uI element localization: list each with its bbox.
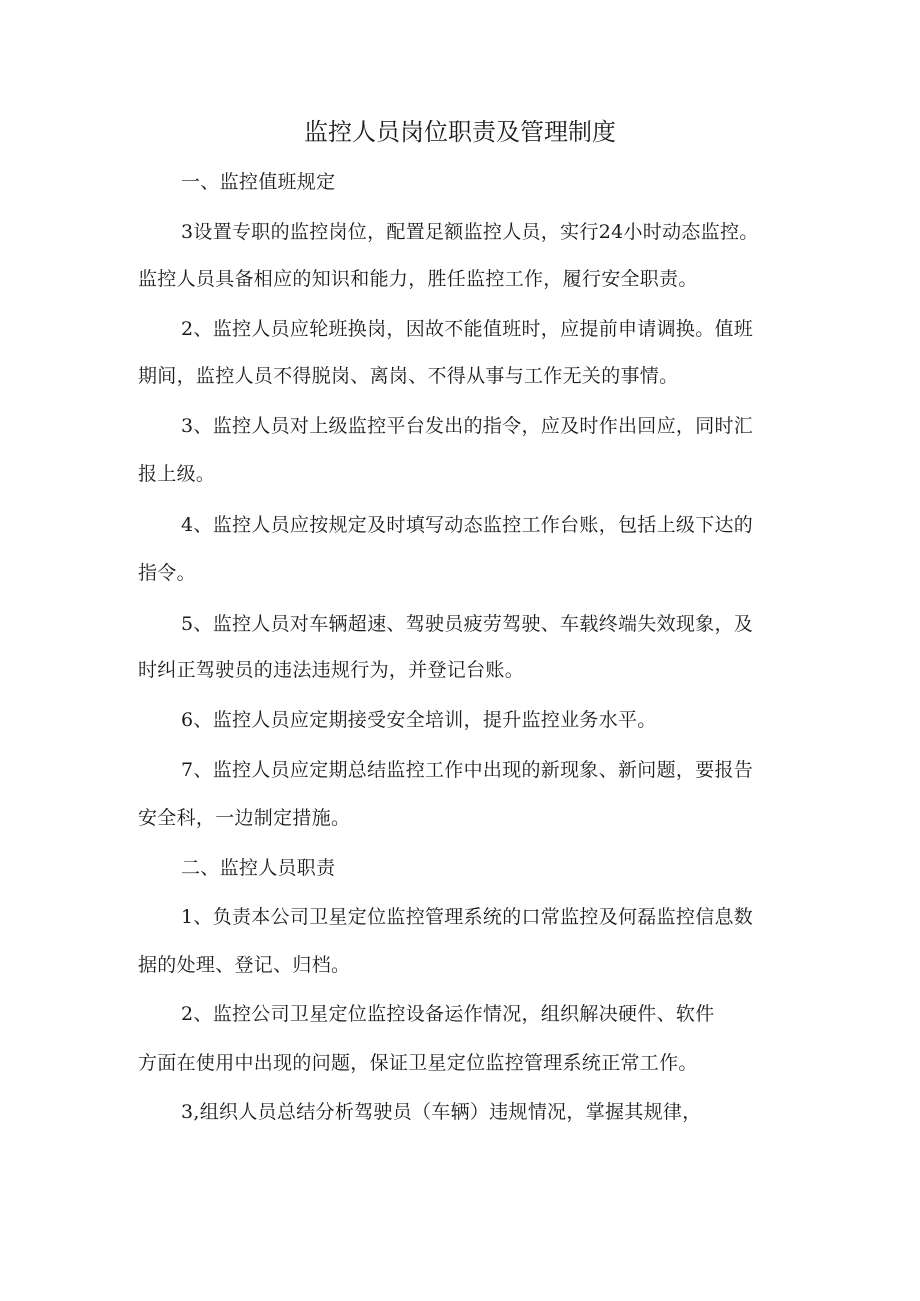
document-title: 监控人员岗位职责及管理制度 (304, 118, 616, 146)
paragraph-line: 据的处理、登记、归档。 (138, 954, 351, 976)
paragraph-line: 安全科，一边制定措施。 (138, 807, 351, 829)
paragraph-line: 4、监控人员应按规定及时填写动态监控工作台账，包括上级下达的 (181, 514, 754, 536)
paragraph-line: 7、监控人员应定期总结监控工作中出现的新现象、新问题，要报告 (181, 759, 754, 781)
paragraph-line: 期间，监控人员不得脱岗、离岗、不得从事与工作无关的事情。 (138, 365, 679, 387)
section-heading-duty-rules: 一、监控值班规定 (181, 171, 336, 193)
paragraph-line: 2、监控人员应轮班换岗，因故不能值班时，应提前申请调换。值班 (181, 318, 754, 340)
paragraph-line: 指令。 (138, 562, 196, 584)
paragraph-line: 3,组织人员总结分析驾驶员（车辆）违规情况，掌握其规律， (181, 1101, 702, 1123)
section-heading-duties: 二、监控人员职责 (181, 857, 336, 879)
paragraph-line: 3设置专职的监控岗位，配置足额监控人员，实行24小时动态监控。 (181, 221, 759, 243)
paragraph-line: 3、监控人员对上级监控平台发出的指令，应及时作出回应，同时汇 (181, 415, 754, 437)
paragraph-line: 5、监控人员对车辆超速、驾驶员疲劳驾驶、车载终端失效现象，及 (181, 613, 754, 635)
paragraph-line: 6、监控人员应定期接受安全培训，提升监控业务水平。 (181, 709, 657, 731)
paragraph-line: 1、负责本公司卫星定位监控管理系统的口常监控及何磊监控信息数 (181, 906, 754, 928)
paragraph-line: 时纠正驾驶员的违法违规行为，并登记台账。 (138, 659, 525, 681)
paragraph-line: 方面在使用中出现的问题，保证卫星定位监控管理系统正常工作。 (138, 1052, 698, 1074)
paragraph-line: 2、监控公司卫星定位监控设备运作情况，组织解决硬件、软件 (181, 1003, 715, 1025)
paragraph-line: 报上级。 (138, 463, 216, 485)
paragraph-line: 监控人员具备相应的知识和能力，胜任监控工作，履行安全职责。 (138, 268, 698, 290)
